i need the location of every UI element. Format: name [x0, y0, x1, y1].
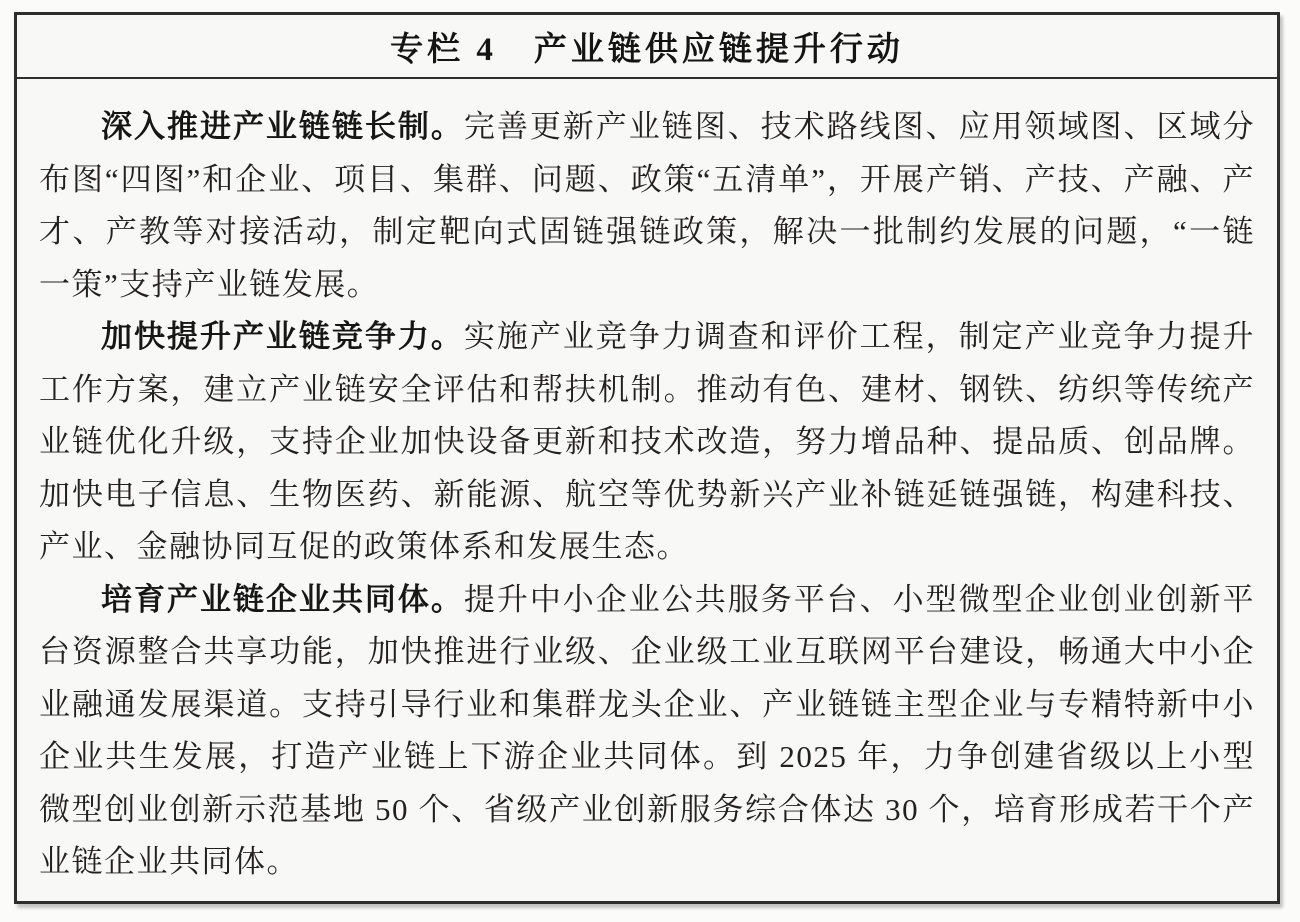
paragraph-body: 实施产业竞争力调查和评价工程，制定产业竞争力提升工作方案，建立产业链安全评估和帮扶机制。推动有色、建材、钢铁、纺织等传统产业链优化升级，支持企业加快设备更新和技术改造，努力增品种、提品质、创品牌。加快电子信息、生物医药、新能源、航空等优势新兴产业补链延链强链，构建科技、产业、金融协同互促的政策体系和发展生态。 [39, 319, 1256, 564]
column-box-panel [14, 12, 1280, 904]
panel-header [17, 15, 1277, 79]
paragraph-lead: 深入推进产业链链长制。 [101, 109, 464, 144]
panel-body [17, 79, 1277, 889]
paragraph-body: 完善更新产业链图、技术路线图、应用领域图、区域分布图“四图”和企业、项目、集群、问题、政策“五清单”，开展产销、产技、产融、产才、产教等对接活动，制定靶向式固链强链政策，解决一批制约发展的问题，“一链一策”支持产业链发展。 [39, 109, 1256, 302]
paragraph-body: 提升中小企业公共服务平台、小型微型企业创业创新平台资源整合共享功能，加快推进行业级、企业级工业互联网平台建设，畅通大中小企业融通发展渠道。支持引导行业和集群龙头企业、产业链链主型企业与专精特新中小企业共生发展，打造产业链上下游企业共同体。到 2025 年，力争创建省级以上小型微型创业创新示范基地 50 个、省级产业创新服务综合体达 30 个，培育形成若干个产业链企业共同体。 [39, 581, 1256, 879]
paragraph-chain-competitiveness [39, 311, 1255, 574]
panel-title: 专栏 4 产业链供应链提升行动 [390, 31, 904, 68]
paragraph-chain-chief-system [39, 101, 1255, 311]
paragraph-lead: 培育产业链企业共同体。 [101, 581, 464, 617]
paragraph-lead: 加快提升产业链竞争力。 [101, 319, 464, 354]
paragraph-enterprise-community [39, 574, 1255, 889]
